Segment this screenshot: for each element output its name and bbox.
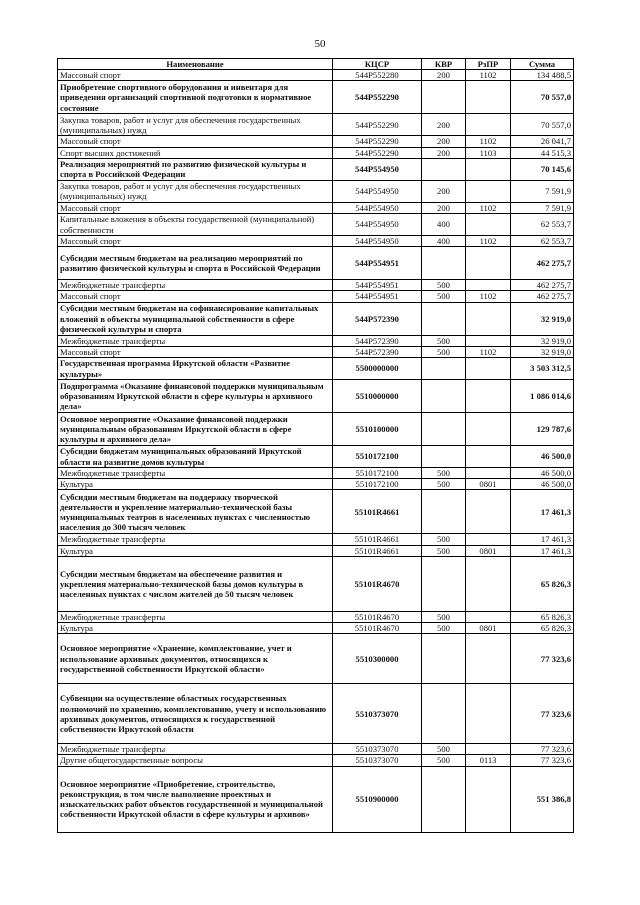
table-row	[58, 534, 574, 545]
cell-rzpr	[466, 302, 511, 335]
cell-kcsr: 544P554951	[333, 291, 422, 302]
cell-kvr: 500	[422, 623, 466, 634]
cell-rzpr: 1102	[466, 291, 511, 302]
cell-kcsr: 5510300000	[333, 634, 422, 684]
cell-sum: 46 500,0	[511, 446, 574, 468]
cell-rzpr	[466, 634, 511, 684]
cell-rzpr: 0801	[466, 623, 511, 634]
cell-kcsr: 5510373070	[333, 744, 422, 755]
cell-kcsr: 544P554951	[333, 247, 422, 280]
cell-kcsr: 544P552290	[333, 81, 422, 114]
cell-kvr	[422, 380, 466, 413]
cell-sum: 129 787,6	[511, 413, 574, 446]
cell-kcsr: 5510373070	[333, 684, 422, 744]
cell-kcsr: 55101R4661	[333, 545, 422, 556]
cell-kcsr: 544P554950	[333, 214, 422, 236]
cell-kcsr: 544P554950	[333, 180, 422, 202]
cell-rzpr	[466, 280, 511, 291]
cell-name: Массовый спорт	[58, 136, 333, 147]
cell-name: Реализация мероприятий по развитию физической культуры и спорта в Российской Федерации	[58, 158, 333, 180]
cell-kcsr: 544P572390	[333, 302, 422, 335]
table-row	[58, 335, 574, 346]
cell-kcsr: 544P552290	[333, 147, 422, 158]
cell-kvr	[422, 81, 466, 114]
cell-kcsr: 5510900000	[333, 766, 422, 832]
cell-rzpr	[466, 490, 511, 534]
cell-sum: 1 086 014,6	[511, 380, 574, 413]
cell-name: Межбюджетные трансферты	[58, 611, 333, 622]
cell-kcsr: 544P552290	[333, 114, 422, 136]
cell-name: Субсидии местным бюджетам на поддержку творческой деятельности и укрепление материально-технической базы муниципальных театров в населенных пунктах с численностью населения до 300 тысяч человек	[58, 490, 333, 534]
table-row	[58, 280, 574, 291]
cell-kvr: 200	[422, 114, 466, 136]
cell-sum: 70 557,0	[511, 114, 574, 136]
cell-sum: 17 461,3	[511, 490, 574, 534]
cell-kcsr: 544P554950	[333, 158, 422, 180]
cell-rzpr	[466, 744, 511, 755]
cell-kcsr: 55101R4661	[333, 490, 422, 534]
cell-kvr: 200	[422, 136, 466, 147]
table-row	[58, 446, 574, 468]
cell-name: Закупка товаров, работ и услуг для обеспечения государственных (муниципальных) нужд	[58, 114, 333, 136]
cell-kcsr: 544P552280	[333, 70, 422, 81]
budget-table	[57, 58, 574, 833]
cell-name: Культура	[58, 545, 333, 556]
cell-rzpr	[466, 380, 511, 413]
table-row	[58, 247, 574, 280]
table-row	[58, 556, 574, 611]
cell-sum: 32 919,0	[511, 335, 574, 346]
cell-sum: 65 826,3	[511, 611, 574, 622]
table-row	[58, 468, 574, 479]
cell-kvr: 500	[422, 611, 466, 622]
header-rzpr: РзПР	[466, 59, 511, 70]
cell-rzpr	[466, 446, 511, 468]
cell-kvr	[422, 766, 466, 832]
table-row	[58, 180, 574, 202]
cell-kcsr: 5510100000	[333, 413, 422, 446]
cell-kvr	[422, 247, 466, 280]
cell-sum: 462 275,7	[511, 247, 574, 280]
cell-rzpr: 1102	[466, 70, 511, 81]
cell-name: Субвенции на осуществление областных государственных полномочий по хранению, комплектованию, учету и использованию архивных документов, относящихся к государственной собственности Иркутской области	[58, 684, 333, 744]
cell-kvr: 200	[422, 180, 466, 202]
table-row	[58, 755, 574, 766]
cell-kvr: 500	[422, 291, 466, 302]
cell-sum: 77 323,6	[511, 634, 574, 684]
header-kvr: КВР	[422, 59, 466, 70]
header-kcsr: КЦСР	[333, 59, 422, 70]
cell-name: Межбюджетные трансферты	[58, 280, 333, 291]
cell-name: Массовый спорт	[58, 291, 333, 302]
cell-name: Межбюджетные трансферты	[58, 468, 333, 479]
table-row	[58, 202, 574, 213]
cell-kcsr: 55101R4670	[333, 623, 422, 634]
table-row	[58, 611, 574, 622]
cell-sum: 462 275,7	[511, 291, 574, 302]
cell-rzpr	[466, 335, 511, 346]
table-row	[58, 380, 574, 413]
cell-rzpr	[466, 81, 511, 114]
cell-sum: 551 386,8	[511, 766, 574, 832]
cell-name: Массовый спорт	[58, 346, 333, 357]
cell-sum: 26 041,7	[511, 136, 574, 147]
cell-kcsr: 5510172100	[333, 479, 422, 490]
cell-name: Субсидии местным бюджетам на реализацию мероприятий по развитию физической культуры и спорта в Российской Федерации	[58, 247, 333, 280]
page-number: 50	[314, 38, 326, 50]
cell-name: Основное мероприятие «Оказание финансовой поддержки муниципальным образованиям Иркутской области в сфере культуры и архивного дела»	[58, 413, 333, 446]
cell-name: Государственная программа Иркутской области «Развитие культуры»	[58, 358, 333, 380]
cell-kcsr: 55101R4670	[333, 611, 422, 622]
cell-name: Культура	[58, 623, 333, 634]
cell-sum: 462 275,7	[511, 280, 574, 291]
header-sum: Сумма	[511, 59, 574, 70]
cell-rzpr	[466, 180, 511, 202]
cell-name: Основное мероприятие «Хранение, комплектование, учет и использование архивных документов, относящихся к государственной собственности Иркутской области»	[58, 634, 333, 684]
cell-sum: 46 500,0	[511, 468, 574, 479]
cell-sum: 17 461,3	[511, 534, 574, 545]
table-row	[58, 684, 574, 744]
table-row	[58, 114, 574, 136]
cell-sum: 62 553,7	[511, 236, 574, 247]
table-row	[58, 744, 574, 755]
cell-rzpr	[466, 684, 511, 744]
cell-sum: 3 503 312,5	[511, 358, 574, 380]
cell-sum: 77 323,6	[511, 684, 574, 744]
cell-kvr: 500	[422, 744, 466, 755]
cell-kcsr: 544P572390	[333, 335, 422, 346]
cell-sum: 7 591,9	[511, 180, 574, 202]
cell-name: Закупка товаров, работ и услуг для обеспечения государственных (муниципальных) нужд	[58, 180, 333, 202]
cell-kvr: 500	[422, 468, 466, 479]
cell-kcsr: 5510000000	[333, 380, 422, 413]
cell-kvr: 400	[422, 236, 466, 247]
cell-sum: 17 461,3	[511, 545, 574, 556]
cell-kcsr: 544P554951	[333, 280, 422, 291]
cell-name: Спорт высших достижений	[58, 147, 333, 158]
cell-rzpr	[466, 611, 511, 622]
table-row	[58, 70, 574, 81]
cell-sum: 32 919,0	[511, 302, 574, 335]
cell-kcsr: 544P554950	[333, 236, 422, 247]
cell-kcsr: 5510172100	[333, 468, 422, 479]
table-row	[58, 214, 574, 236]
table-row	[58, 158, 574, 180]
table-row	[58, 302, 574, 335]
cell-name: Массовый спорт	[58, 202, 333, 213]
cell-kcsr: 544P554950	[333, 202, 422, 213]
cell-sum: 7 591,9	[511, 202, 574, 213]
cell-rzpr: 1102	[466, 202, 511, 213]
table-row	[58, 479, 574, 490]
table-row	[58, 766, 574, 832]
header-name: Наименование	[58, 59, 333, 70]
cell-rzpr	[466, 214, 511, 236]
table-row	[58, 346, 574, 357]
cell-kvr	[422, 490, 466, 534]
cell-name: Массовый спорт	[58, 70, 333, 81]
cell-rzpr	[466, 556, 511, 611]
cell-kvr: 500	[422, 534, 466, 545]
table-row	[58, 81, 574, 114]
cell-kcsr: 544P572390	[333, 346, 422, 357]
cell-rzpr: 0801	[466, 479, 511, 490]
table-row	[58, 236, 574, 247]
cell-name: Межбюджетные трансферты	[58, 534, 333, 545]
cell-sum: 32 919,0	[511, 346, 574, 357]
cell-sum: 70 557,0	[511, 81, 574, 114]
cell-sum: 65 826,3	[511, 623, 574, 634]
cell-kcsr: 55101R4670	[333, 556, 422, 611]
table-row	[58, 490, 574, 534]
table-row	[58, 291, 574, 302]
cell-kvr: 500	[422, 755, 466, 766]
cell-rzpr	[466, 158, 511, 180]
cell-kvr	[422, 158, 466, 180]
cell-sum: 70 145,6	[511, 158, 574, 180]
cell-rzpr: 1102	[466, 346, 511, 357]
table-row	[58, 358, 574, 380]
table-header-row	[58, 59, 574, 70]
cell-kcsr: 5500000000	[333, 358, 422, 380]
cell-rzpr: 1102	[466, 136, 511, 147]
cell-kcsr: 5510172100	[333, 446, 422, 468]
cell-rzpr	[466, 534, 511, 545]
cell-kvr: 400	[422, 214, 466, 236]
cell-kcsr: 544P552290	[333, 136, 422, 147]
cell-rzpr	[466, 358, 511, 380]
cell-name: Субсидии местным бюджетам на обеспечение развития и укрепления материально-технической базы домов культуры в населенных пунктах с числом жителей до 50 тысяч человек	[58, 556, 333, 611]
cell-kvr: 500	[422, 335, 466, 346]
cell-rzpr: 1103	[466, 147, 511, 158]
table-row	[58, 413, 574, 446]
table-body	[58, 70, 574, 832]
cell-kcsr: 5510373070	[333, 755, 422, 766]
cell-rzpr: 0113	[466, 755, 511, 766]
cell-sum: 65 826,3	[511, 556, 574, 611]
table-row	[58, 634, 574, 684]
cell-rzpr	[466, 468, 511, 479]
cell-name: Приобретение спортивного оборудования и инвентаря для приведения организаций спортивной подготовки в нормативное состояние	[58, 81, 333, 114]
cell-kvr	[422, 634, 466, 684]
cell-rzpr: 1102	[466, 236, 511, 247]
cell-name: Другие общегосударственные вопросы	[58, 755, 333, 766]
cell-name: Культура	[58, 479, 333, 490]
cell-name: Массовый спорт	[58, 236, 333, 247]
table-row	[58, 136, 574, 147]
cell-name: Субсидии бюджетам муниципальных образований Иркутской области на развитие домов культуры	[58, 446, 333, 468]
cell-rzpr	[466, 413, 511, 446]
cell-kvr: 200	[422, 70, 466, 81]
cell-name: Основное мероприятие «Приобретение, строительство, реконструкция, в том числе выполнение проектных и изыскательских работ объектов государственной и муниципальной собственности Иркутской области в сфере культуры и архивов»	[58, 766, 333, 832]
cell-sum: 77 323,6	[511, 755, 574, 766]
table-row	[58, 545, 574, 556]
table-row	[58, 623, 574, 634]
cell-rzpr	[466, 766, 511, 832]
cell-rzpr	[466, 114, 511, 136]
cell-kvr: 500	[422, 545, 466, 556]
cell-name: Межбюджетные трансферты	[58, 335, 333, 346]
cell-rzpr: 0801	[466, 545, 511, 556]
cell-name: Подпрограмма «Оказание финансовой поддержки муниципальным образованиям Иркутской области в сфере культуры и архивного дела»	[58, 380, 333, 413]
cell-sum: 134 488,5	[511, 70, 574, 81]
cell-kvr	[422, 446, 466, 468]
cell-kvr	[422, 358, 466, 380]
cell-rzpr	[466, 247, 511, 280]
cell-name: Субсидии местным бюджетам на софинансирование капитальных вложений в объекты муниципальной собственности в сфере физической культуры и спорта	[58, 302, 333, 335]
cell-name: Межбюджетные трансферты	[58, 744, 333, 755]
cell-kvr: 500	[422, 280, 466, 291]
cell-kvr	[422, 556, 466, 611]
table-row	[58, 147, 574, 158]
cell-sum: 44 515,3	[511, 147, 574, 158]
cell-kcsr: 55101R4661	[333, 534, 422, 545]
cell-kvr	[422, 302, 466, 335]
cell-kvr: 200	[422, 147, 466, 158]
cell-sum: 62 553,7	[511, 214, 574, 236]
cell-kvr	[422, 413, 466, 446]
cell-name: Капитальные вложения в объекты государственной (муниципальной) собственности	[58, 214, 333, 236]
cell-sum: 46 500,0	[511, 479, 574, 490]
cell-sum: 77 323,6	[511, 744, 574, 755]
cell-kvr: 500	[422, 346, 466, 357]
cell-kvr: 500	[422, 479, 466, 490]
cell-kvr: 200	[422, 202, 466, 213]
cell-kvr	[422, 684, 466, 744]
